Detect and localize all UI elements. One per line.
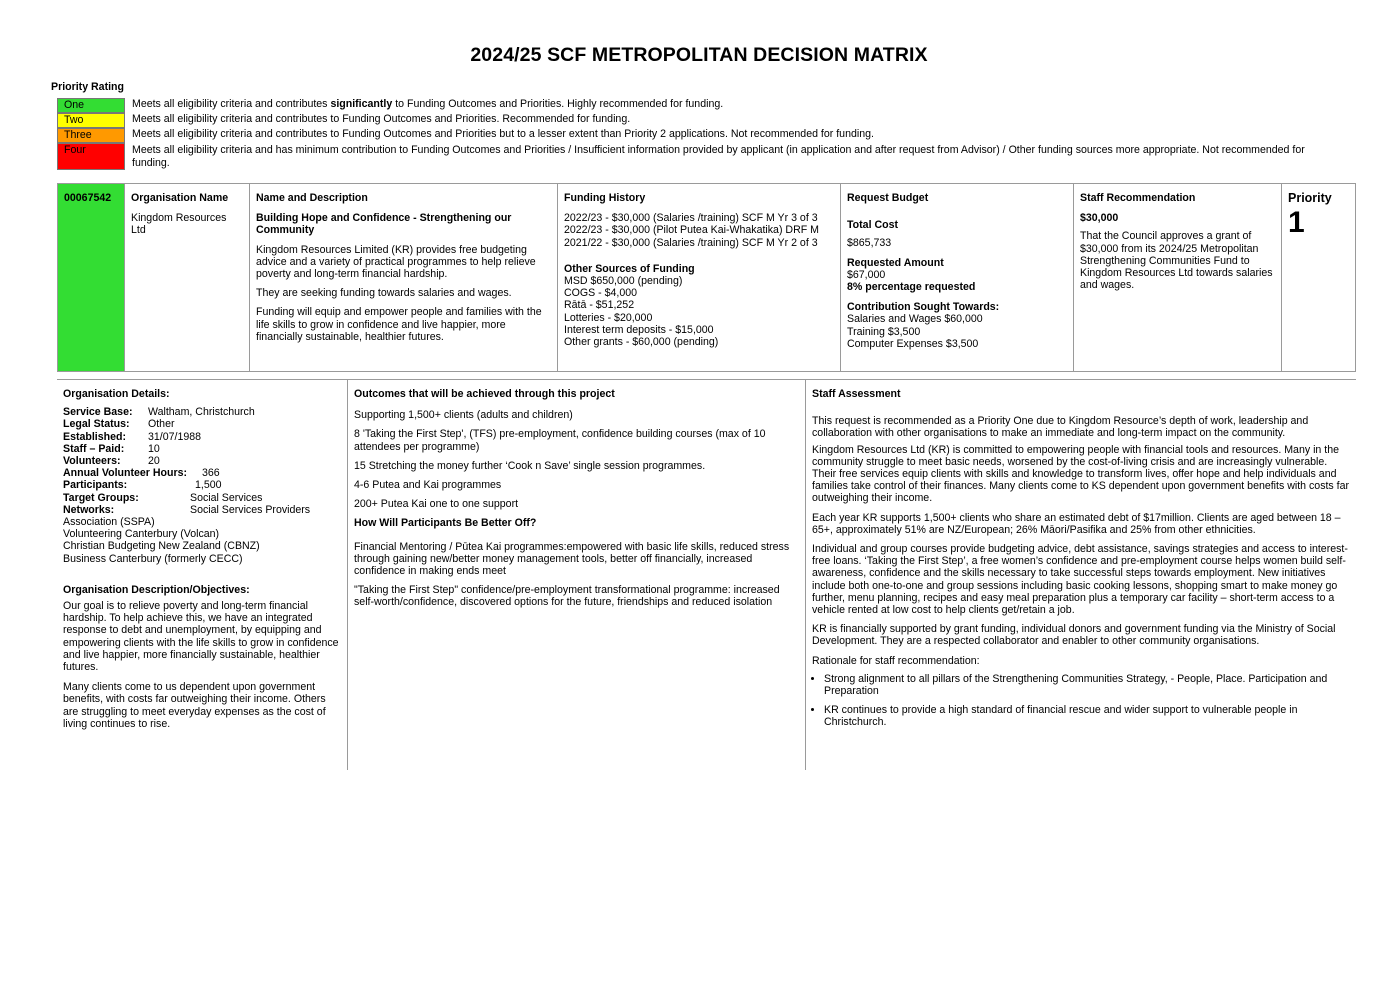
outcome-item: 4-6 Putea and Kai programmes	[354, 479, 502, 492]
outcome-item: 15 Stretching the money further ‘Cook n Save’ single session programmes.	[354, 459, 706, 472]
page-title: 2024/25 SCF METROPOLITAN DECISION MATRIX	[470, 44, 928, 66]
contribution-item: Training $3,500	[847, 325, 921, 338]
assessment-paragraph: Individual and group courses provide budgeting advice, debt assistance, savings strategies and access to interest-free loans. ‘Taking the First Step’, a free women’s confidence and pre-employment course helps women build self-awareness, confidence and the skills necessary to take successful steps towards employment. New initiatives include both one-to-one and group sessions including basic cooking lessons, shopping smart to make money go further, menu planning, recipes and easy meal preparation plus a temporary car facility – short-term access to a vehicle rented at low cost to help clients get/retain a job.	[812, 543, 1348, 617]
contribution-item: Computer Expenses $3,500	[847, 337, 979, 350]
detail-key: Established:	[63, 430, 126, 443]
section-heading: Staff Assessment	[812, 388, 901, 400]
detail-key: Annual Volunteer Hours:	[63, 467, 187, 480]
outcome-item: 8 'Taking the First Step', (TFS) pre-employment, confidence building courses (max of 10 attendees per programme)	[354, 428, 766, 453]
detail-field	[63, 418, 341, 430]
column-heading: Name and Description	[256, 192, 368, 204]
funding-history-item: 2022/23 - $30,000 (Salaries /training) SCF M Yr 3 of 3	[564, 212, 818, 225]
section-heading: Outcomes that will be achieved through this project	[354, 388, 615, 400]
priority-description: Meets all eligibility criteria and contributes to Funding Outcomes and Priorities. Recommended for funding.	[132, 113, 631, 125]
priority-description: Meets all eligibility criteria and has minimum contribution to Funding Outcomes and Priorities / Insufficient information provided by applicant (in application and after request from Advisor) / Other funding sources more appropriate. Not recommended for funding.	[132, 144, 1305, 169]
priority-swatch-four: Four	[57, 143, 125, 170]
total-cost-label: Total Cost	[847, 219, 899, 232]
other-funding-item: Other grants - $60,000 (pending)	[564, 336, 719, 349]
detail-key: Volunteers:	[63, 455, 121, 468]
detail-key: Service Base:	[63, 406, 133, 419]
requested-amount-label: Requested Amount	[847, 256, 944, 269]
rationale-item: • Strong alignment to all pillars of the Strengthening Communities Strategy, - People, Place. Participation and Preparation	[824, 673, 1350, 697]
detail-field	[63, 406, 341, 418]
priority-description: Meets all eligibility criteria and contributes to Funding Outcomes and Priorities but to a lesser extent than Priority 2 applications. Not recommended for funding.	[132, 128, 874, 140]
section-subheading: How Will Participants Be Better Off?	[354, 517, 537, 530]
outcome-item: 200+ Putea Kai one to one support	[354, 498, 519, 511]
detail-key: Target Groups:	[63, 491, 139, 504]
percentage-requested: 8% percentage requested	[847, 281, 976, 294]
detail-field	[63, 492, 341, 504]
priority-description	[132, 98, 1317, 111]
better-off-item: "Taking the First Step" confidence/pre-employment transformational programme: increased self-worth/confidence, discovered options for the future, friendships and reduced isolation	[354, 584, 780, 609]
contribution-item: Salaries and Wages $60,000	[847, 313, 983, 326]
column-heading: Staff Recommendation	[1080, 192, 1196, 204]
priority-text: to Funding Outcomes and Priorities. Highly recommended for funding.	[392, 98, 724, 110]
priority-swatch-one: One	[57, 98, 125, 113]
priority-legend-row	[57, 113, 1317, 128]
priority-swatch-two: Two	[57, 113, 125, 128]
priority-rating-heading: Priority Rating	[51, 81, 124, 93]
detail-value: Other	[148, 418, 175, 431]
priority-legend-row	[57, 143, 1317, 170]
priority-text-emphasis: significantly	[330, 98, 393, 110]
other-funding-item: COGS - $4,000	[564, 287, 638, 300]
detail-key: Legal Status:	[63, 418, 130, 431]
application-row	[57, 183, 1356, 372]
organisation-details-section	[57, 380, 347, 770]
description-paragraph: Kingdom Resources Limited (KR) provides free budgeting advice and a variety of practical programmes to help relieve poverty and long-term financial hardship.	[256, 243, 536, 281]
funding-history-item: 2022/23 - $30,000 (Pilot Putea Kai-Whakatika) DRF M	[564, 224, 819, 237]
contribution-label: Contribution Sought Towards:	[847, 301, 1000, 314]
other-funding-item: Rātā - $51,252	[564, 299, 635, 312]
priority-legend-row	[57, 128, 1317, 143]
column-heading: Funding History	[564, 192, 646, 204]
network-line: Association (SSPA)	[63, 516, 155, 529]
funding-history-item: 2021/22 - $30,000 (Salaries /training) SCF M Yr 2 of 3	[564, 236, 818, 249]
network-line: Business Canterbury (formerly CECC)	[63, 552, 243, 565]
description-paragraph: Many clients come to us dependent upon government benefits, with costs far outweighing their income. Others are struggling to meet everyday expenses as the cost of living continues to rise.	[63, 681, 326, 730]
column-heading: Organisation Name	[131, 192, 229, 204]
rationale-item: • KR continues to provide a high standard of financial rescue and wider support to vulnerable people in Christchurch.	[824, 704, 1350, 728]
detail-value: 10	[148, 442, 160, 455]
detail-value: 366	[202, 467, 220, 480]
other-funding-item: Lotteries - $20,000	[564, 311, 653, 324]
detail-value: Social Services	[190, 491, 263, 504]
recommendation-text: That the Council approves a grant of $30,000 from its 2024/25 Metropolitan Strengthening Communities Fund to Kingdom Resources Ltd towards salaries and wages.	[1080, 230, 1273, 292]
detail-field	[63, 443, 341, 455]
other-funding-item: Interest term deposits - $15,000	[564, 323, 714, 336]
detail-value: Waltham, Christchurch	[148, 406, 255, 419]
description-paragraph: Funding will equip and empower people and families with the life skills to grow in confidence and live happier, more financially sustainable, healthier futures.	[256, 306, 542, 343]
network-line: Volunteering Canterbury (Volcan)	[63, 528, 220, 541]
column-heading: Priority	[1288, 191, 1332, 205]
description-paragraph: They are seeking funding towards salaries and wages.	[256, 287, 512, 300]
outcomes-section	[348, 380, 805, 770]
project-name: Building Hope and Confidence - Strengthening our Community	[256, 212, 512, 237]
detail-key: Networks:	[63, 503, 115, 516]
organisation-name-cell	[125, 184, 250, 371]
rationale-list	[812, 673, 1350, 729]
requested-amount-value: $67,000	[847, 268, 886, 281]
application-id-cell	[58, 184, 125, 371]
funding-history-cell	[558, 184, 841, 371]
assessment-paragraph: KR is financially supported by grant funding, individual donors and government funding via the Ministry of Social Development. They are a respected collaborator and enabler to other community organisations.	[812, 623, 1336, 648]
outcome-item: Supporting 1,500+ clients (adults and children)	[354, 409, 573, 422]
detail-key: Staff – Paid:	[63, 442, 125, 455]
assessment-paragraph: Rationale for staff recommendation:	[812, 654, 980, 667]
staff-recommendation-cell	[1074, 184, 1282, 371]
assessment-paragraph: Each year KR supports 1,500+ clients who share an estimated debt of $17million. Clients are aged between 18 – 65+, approximately 51% are NZ/European; 26% Māori/Pasifika and 25% from other ethnicities.	[812, 511, 1341, 536]
better-off-item: Financial Mentoring / Pūtea Kai programmes:empowered with basic life skills, reduced stress through gaining new/better money management tools, better off financially, increased confidence in making ends meet	[354, 540, 790, 578]
detail-field	[63, 431, 341, 443]
priority-swatch-three: Three	[57, 128, 125, 143]
priority-value: 1	[1288, 206, 1305, 240]
priority-legend-row	[57, 98, 1317, 113]
priority-text: Meets all eligibility criteria and contributes	[132, 98, 331, 110]
detail-field	[63, 467, 341, 479]
detail-field	[63, 504, 341, 516]
other-funding-item: MSD $650,000 (pending)	[564, 275, 683, 288]
description-paragraph: Our goal is to relieve poverty and long-term financial hardship. To help achieve this, we have an integrated response to debt and unemployment, by equipping and empowering clients with the life skills to grow in confidence and live happier, more financially sustainable, healthier futures.	[63, 600, 339, 674]
other-funding-heading: Other Sources of Funding	[564, 262, 695, 275]
total-cost-value: $865,733	[847, 237, 892, 250]
priority-cell	[1282, 184, 1356, 371]
request-budget-cell	[841, 184, 1074, 371]
detail-value: Social Services Providers	[190, 503, 311, 516]
network-line: Christian Budgeting New Zealand (CBNZ)	[63, 540, 260, 553]
assessment-intro: This request is recommended as a Priority One due to Kingdom Resource’s depth of work, leadership and collaboration with other organisations to make an immediate and long-term impact on the community.	[812, 415, 1309, 440]
organisation-name: Kingdom Resources Ltd	[131, 212, 227, 237]
section-heading: Organisation Description/Objectives:	[63, 583, 250, 596]
application-id: 00067542	[64, 192, 112, 204]
assessment-paragraph: Kingdom Resources Ltd (KR) is committed to empowering people with financial tools and resources. Many in the community struggle to meet basic needs, worsened by the cost-of-living crisis and are increasingly vulnerable. Their free services equip clients with skills and knowledge to transform lives, offer hope and help individuals and families take control of their finances. Many clients come to KS dependent upon government benefits with costs far outweighing their income.	[812, 443, 1350, 505]
detail-value: 1,500	[195, 479, 222, 492]
recommended-amount: $30,000	[1080, 212, 1119, 225]
detail-value: 20	[148, 455, 160, 468]
column-heading: Request Budget	[847, 192, 929, 204]
staff-assessment-section	[806, 380, 1356, 770]
detail-field	[63, 455, 341, 467]
name-description-cell	[250, 184, 558, 371]
section-heading: Organisation Details:	[63, 388, 170, 400]
detail-key: Participants:	[63, 479, 128, 492]
detail-field	[63, 479, 341, 491]
detail-value: 31/07/1988	[148, 430, 202, 443]
